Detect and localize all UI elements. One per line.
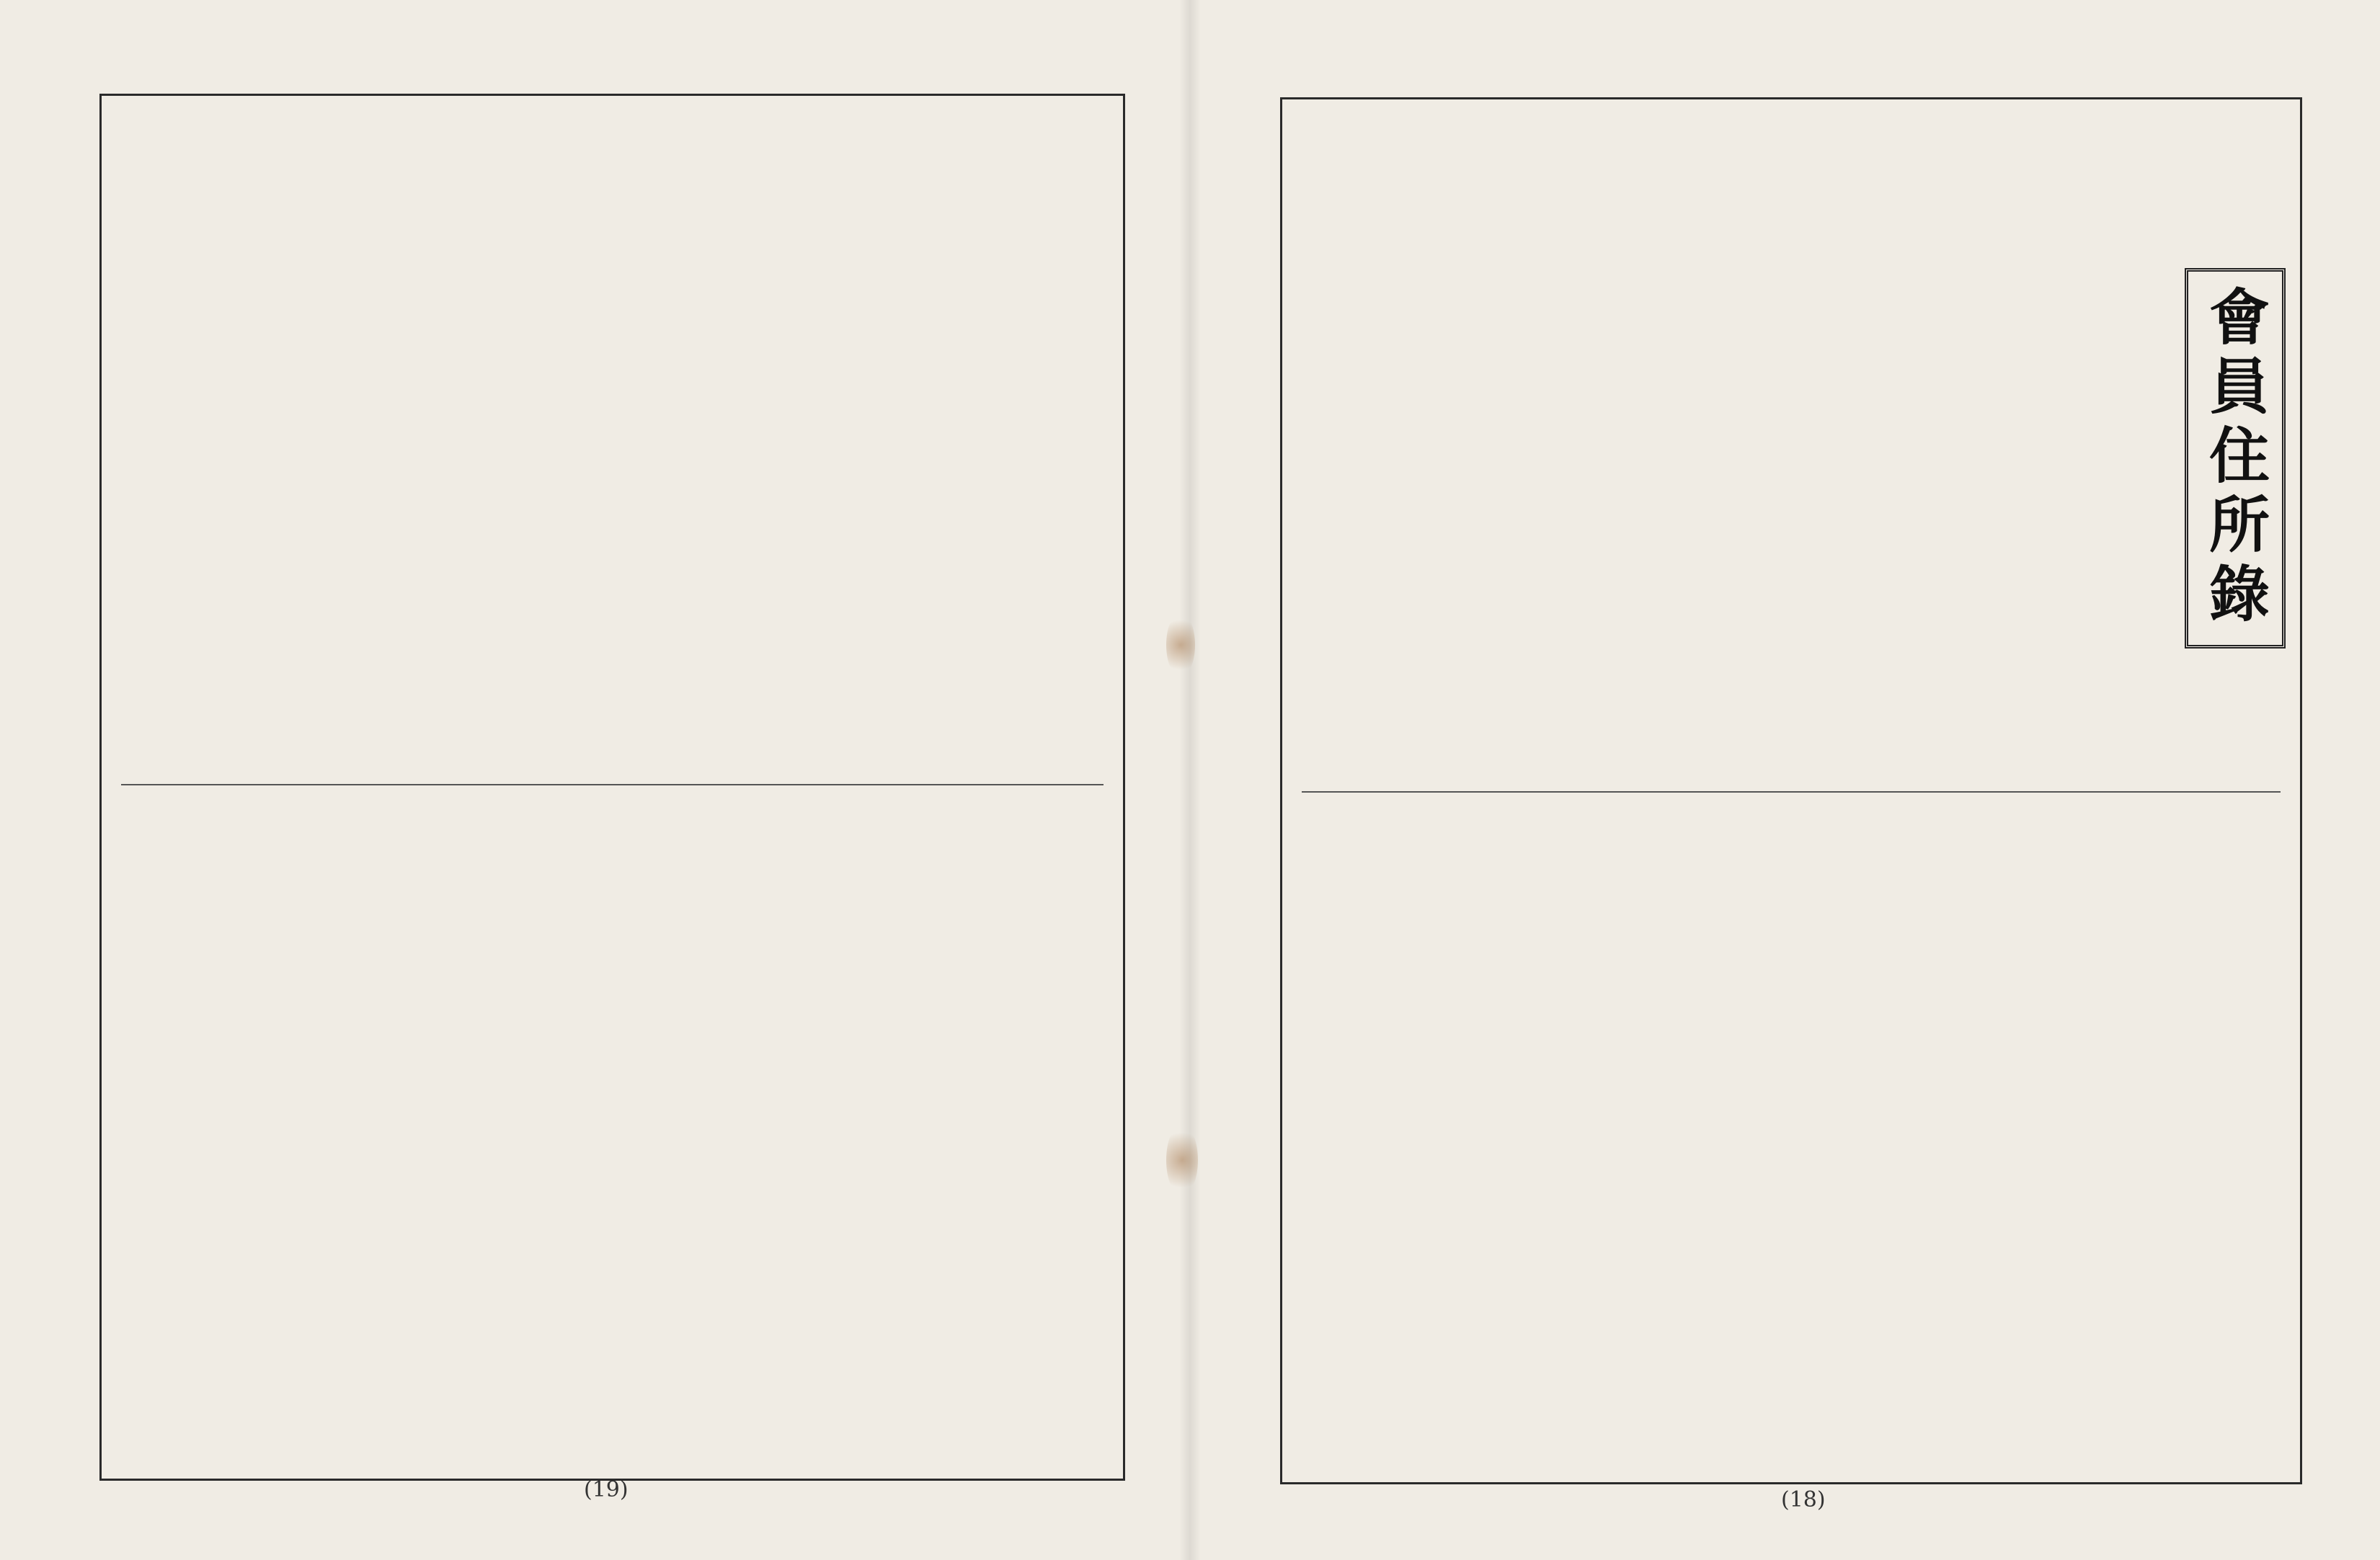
book-gutter: [1179, 0, 1201, 1560]
right-page-divider: [1302, 791, 2281, 793]
left-page-divider: [121, 784, 1104, 785]
left-page-frame: [99, 94, 1125, 1481]
title-box: [2185, 268, 2286, 648]
stain-mark: [1166, 612, 1195, 677]
page-number: (19): [584, 1477, 629, 1502]
stain-mark: [1166, 1124, 1198, 1196]
page-title: 會員住所錄: [2199, 285, 2271, 631]
right-page: [1190, 0, 2380, 1560]
page-number: (18): [1781, 1487, 1826, 1512]
